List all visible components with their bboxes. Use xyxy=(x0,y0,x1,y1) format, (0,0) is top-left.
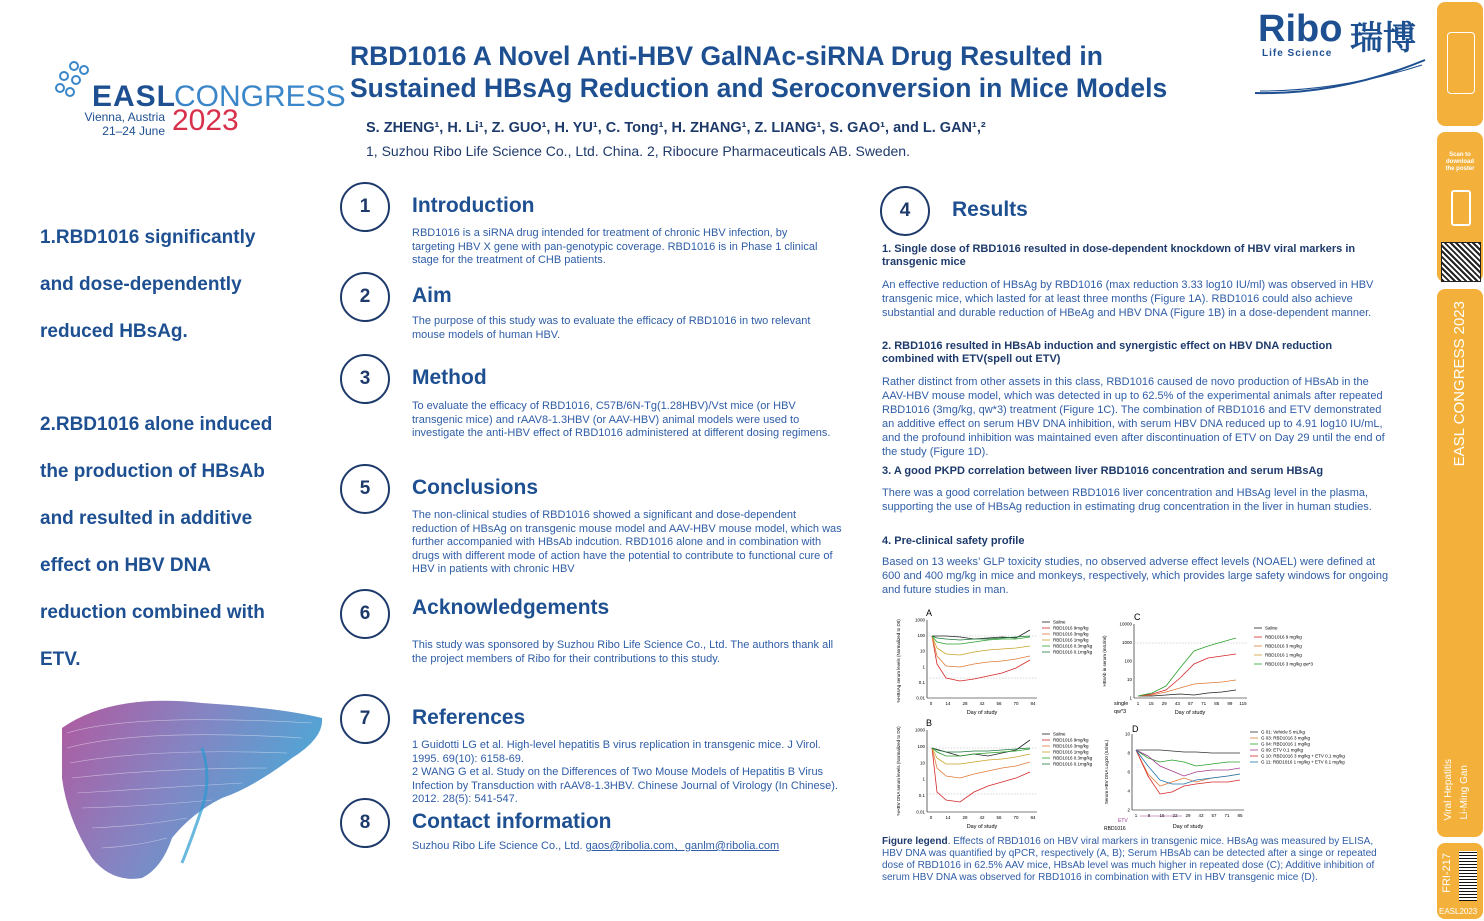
legend-entry: RBD1016 0.1mg/kg xyxy=(1053,761,1093,767)
tick-label-x: 84 xyxy=(1030,701,1036,706)
aim-title: Aim xyxy=(412,284,452,307)
section-number-results: 4 xyxy=(880,186,930,236)
easl-word: EASL xyxy=(92,80,177,113)
legend-entry: RBD1016 3mg/kg xyxy=(1053,631,1089,637)
legend-entry: RBD1016 9mg/kg xyxy=(1053,737,1089,743)
panel-d-ylabel: Serum HBV DNA Log10 (IU/mL) xyxy=(1104,739,1109,805)
tick-label-y: 4 xyxy=(1127,788,1130,794)
strip-easl-text: EASL CONGRESS 2023 xyxy=(1451,301,1468,467)
results-para-1: An effective reduction of HBsAg by RBD1016 (max reduction 3.33 log10 IU/ml) was observed in HBV transgenic mice, which lasted for at least three months (Figure 1A). RBD1016 could also achieve substantial and durable reduction of HBeAg and HBV DNA (Figure 1B) in a dose-dependent manner. xyxy=(882,279,1374,319)
refs-title: References xyxy=(412,706,526,729)
ack-body: This study was sponsored by Suzhou Ribo Life Science Co., Ltd. The authors thank all the project members of Ribo for their contributions to this study. xyxy=(412,639,834,665)
tick-label-x: 8 xyxy=(1147,813,1151,818)
strip-scan xyxy=(1437,132,1483,282)
tick-label-x: 14 xyxy=(945,701,951,706)
figure-legend-text: . Effects of RBD1016 on HBV viral markers in transgenic mice. HBsAg was measured by ELISA, HBV DNA was quantified by qPCR, respectively (A, B); Serum HBsAb can be detected after a singe or repeated dose of RBD1016 in 62.5% AAV mice, HBsAb level was much higher in repeated dose (C); Additive inhibition of serum HBV DNA was observed for RBD1016 in combination with ETV in HBV transgenic mice (D). xyxy=(882,836,1377,883)
contact-body xyxy=(412,840,842,854)
tick-label-x: 85 xyxy=(1214,701,1220,706)
panel-d-xlabel: Day of study xyxy=(1172,824,1204,830)
highlight-line: and dose-dependently xyxy=(40,274,242,295)
title-line-2: Sustained HBsAg Reduction and Seroconversion in Mice Models xyxy=(350,73,1168,103)
poster-title xyxy=(350,40,1280,104)
figure-legend-label: Figure legend xyxy=(882,836,948,847)
tick-label-x: 0 xyxy=(929,815,933,820)
tick-label-y: 100 xyxy=(917,633,925,639)
results-para-2: Rather distinct from other assets in this class, RBD1016 caused de novo production of HBsAb in the AAV-HBV mouse model, which was detected in up to 62.5% of the experimental animals after repeated RBD1016 (3mg/kg, qw*3) treatment (Figure 1C). The combination of RBD1016 and ETV demonstrated an additive effect on serum HBV DNA inhibition, with serum HBV DNA reduced up to 4.91 log10 IU/mL, and the profound inhibition was maintained even after discontinuation of ETV on Day 29 until the end of the study (Figure 1D). xyxy=(882,376,1385,458)
legend-entry: RBD1016 1mg/kg xyxy=(1053,637,1089,643)
legend-entry: Saline xyxy=(1053,619,1066,625)
contact-title: Contact information xyxy=(412,810,612,833)
panel-b-label: B xyxy=(926,718,933,728)
legend-entry: G 01: Vehicle 5 mL/kg xyxy=(1261,729,1306,735)
panel-c-single-label: single xyxy=(1114,701,1129,707)
strip-info xyxy=(1437,289,1483,837)
panel-a-xlabel: Day of study xyxy=(966,710,998,716)
section-number-method: 3 xyxy=(340,354,390,404)
congress-city: Vienna, Austria xyxy=(84,110,165,124)
scan-text: Scan to download the poster xyxy=(1445,152,1475,172)
congress-place xyxy=(75,110,165,138)
authors: S. ZHENG¹, H. Li¹, Z. GUO¹, H. YU¹, C. Tong¹, H. ZHANG¹, Z. LIANG¹, S. GAO¹, and L. GAN¹,² xyxy=(366,120,986,136)
panel-c-label: C xyxy=(1134,612,1141,622)
tick-label-x: 28 xyxy=(962,701,968,706)
ribo-logo-cn: 瑞博 xyxy=(1350,19,1416,56)
poster-code: FRI-217 xyxy=(1441,853,1453,893)
panel-d-rbd-label: RBD1016 xyxy=(1104,826,1126,832)
tick-label-y: 10 xyxy=(1126,677,1132,682)
legend-entry: RBD1016 0.1mg/kg xyxy=(1053,649,1093,655)
tick-label-x: 99 xyxy=(1227,701,1233,706)
tick-label-x: 56 xyxy=(996,701,1002,706)
tick-label-x: 43 xyxy=(1174,701,1180,706)
tick-label-y: 1000 xyxy=(914,617,925,623)
panel-c-series-qw3 xyxy=(1138,638,1236,696)
panel-d-label: D xyxy=(1132,724,1139,734)
section-number-contact: 8 xyxy=(340,798,390,848)
contact-emails-link[interactable]: gaos@ribolia.com、ganlm@ribolia.com xyxy=(585,840,780,852)
panel-d-series-g10 xyxy=(1136,750,1240,794)
tick-label-y: 100 xyxy=(917,743,925,749)
tick-label-x: 71 xyxy=(1224,813,1230,818)
method-title: Method xyxy=(412,366,487,389)
tick-label-x: 57 xyxy=(1187,701,1194,706)
intro-title: Introduction xyxy=(412,194,535,217)
legend-entry: G 03: RBD1016 3 mg/kg xyxy=(1261,735,1311,741)
ref-1: 1 Guidotti LG et al. High-level hepatitis B virus replication in transgenic mice. J Virol. 1995. 69(10): 6158-69. xyxy=(412,739,821,765)
section-number-ack: 6 xyxy=(340,589,390,639)
tick-label-x: 70 xyxy=(1013,701,1019,706)
panel-c-qw-label: qw*3 xyxy=(1114,709,1127,715)
panel-b-axes xyxy=(927,730,1037,812)
barcode-icon xyxy=(1459,851,1477,901)
panel-d-series-g11 xyxy=(1136,750,1240,784)
panel-d-series-g03 xyxy=(1136,750,1240,786)
legend-entry: RBD1016 3 mg/kg qw*3 xyxy=(1265,661,1314,667)
results-heading-1: 1. Single dose of RBD1016 resulted in dose-dependent knockdown of HBV viral markers in transgenic mice xyxy=(882,243,1356,268)
results-heading-4: 4. Pre-clinical safety profile xyxy=(882,535,1025,547)
highlight-line: effect on HBV DNA xyxy=(40,555,212,576)
tick-label-y: 100 xyxy=(1124,658,1132,664)
tick-label-y: 10 xyxy=(919,648,925,654)
tick-label-y: 10 xyxy=(1124,731,1130,737)
affiliations: 1, Suzhou Ribo Life Science Co., Ltd. China. 2, Ribocure Pharmaceuticals AB. Sweden. xyxy=(366,143,910,159)
panel-d-series-g01 xyxy=(1136,750,1240,753)
intro-body: RBD1016 is a siRNA drug intended for treatment of chronic HBV infection, by targeting HBV X gene with pan-genotypic coverage. RBD1016 is in Phase 1 clinical stage for the treatment of CHB patients. xyxy=(412,227,818,266)
figure-legend xyxy=(882,836,1394,884)
method-body: To evaluate the efficacy of RBD1016, C57B/6N-Tg(1.28HBV)/Vst mice (or HBV transgenic mice) and rAAV8-1.3HBV (or AAV-HBV) animal models were used to investigate the anti-HBV effect of RBD1016 administered at different dosing regimens. xyxy=(412,400,831,439)
legend-entry: RBD1016 3mg/kg xyxy=(1053,743,1089,749)
tick-label-y: 8 xyxy=(1127,750,1130,756)
panel-b-ylabel: %HBV DNA serum levels (Normalized to D0) xyxy=(896,726,901,816)
legend-entry: RBD1016 1mg/kg xyxy=(1053,749,1089,755)
results-heading-3: 3. A good PKPD correlation between liver RBD1016 concentration and serum HBsAg xyxy=(882,465,1324,477)
legend-entry: RBD1016 0.3mg/kg xyxy=(1053,755,1093,761)
highlight-line: 1.RBD1016 significantly xyxy=(40,227,256,248)
tick-label-x: 22 xyxy=(1172,813,1178,818)
easl-dots-icon xyxy=(52,58,96,102)
tick-label-y: 0.1 xyxy=(918,793,925,799)
tick-label-y: 10000 xyxy=(1119,621,1132,627)
panel-d-series-g04 xyxy=(1136,750,1240,766)
tick-label-x: 115 xyxy=(1239,701,1247,706)
tick-label-x: 29 xyxy=(1185,813,1191,818)
legend-entry: RBD1016 0.3mg/kg xyxy=(1053,643,1093,649)
figure-1 xyxy=(882,606,1394,834)
tick-label-y: 0.01 xyxy=(916,809,925,815)
panel-d-etv-label: ETV xyxy=(1118,818,1128,824)
tick-label-x: 1 xyxy=(1136,701,1140,706)
ribo-logo-sub: Life Science xyxy=(1262,48,1333,59)
section-number-conclusions: 5 xyxy=(340,464,390,514)
strip-topic: Viral Hepatitis xyxy=(1443,759,1454,821)
panel-a-series-9 xyxy=(932,636,1030,681)
results-para-4: Based on 13 weeks’ GLP toxicity studies, no observed adverse effect levels (NOAEL) were defined at 600 and 400 mg/kg in mice and monkeys, respectively, which provides large safety windows for ongoing and future studies in man. xyxy=(882,556,1389,596)
tick-label-x: 84 xyxy=(1030,815,1036,820)
tick-label-y: 6 xyxy=(1127,769,1130,775)
title-line-1: RBD1016 A Novel Anti-HBV GalNAc-siRNA Drug Resulted in xyxy=(350,41,1103,71)
conclusions-body: The non-clinical studies of RBD1016 showed a significant and dose-dependent reduction of HBsAg on transgenic mouse model and AAV-HBV mouse model, which was further accompanied with HBsAb indcution. RBD1016 alone and in combination with drugs with different mode of action have the potential to contribute to functional cure of HBV in patients with chronic HBV xyxy=(412,509,842,575)
highlight-line: reduction combined with xyxy=(40,602,265,623)
tick-label-x: 29 xyxy=(1161,701,1167,706)
tick-label-y: 1 xyxy=(922,776,925,782)
tick-label-y: 2 xyxy=(1127,807,1130,813)
ribo-logo-word: Ribo xyxy=(1258,8,1343,50)
conclusions-title: Conclusions xyxy=(412,476,539,499)
tick-label-x: 1 xyxy=(1134,813,1138,818)
tick-label-x: 42 xyxy=(979,815,985,820)
legend-entry: Saline xyxy=(1053,731,1066,737)
panel-a-series-saline xyxy=(932,630,1030,639)
results-title: Results xyxy=(952,198,1028,221)
ack-title: Acknowledgements xyxy=(412,596,610,619)
tick-label-x: 0 xyxy=(929,701,933,706)
tick-label-x: 15 xyxy=(1159,813,1165,818)
tick-label-x: 14 xyxy=(945,815,951,820)
tick-label-x: 42 xyxy=(979,701,985,706)
tick-label-y: 1000 xyxy=(1121,640,1132,645)
liver-illustration xyxy=(52,688,328,884)
panel-c-ylabel: HBsAb in serum (mIU/ml) xyxy=(1102,635,1107,687)
panel-c-axes xyxy=(1134,624,1247,698)
panel-a-axes xyxy=(927,620,1037,698)
panel-c-series-9 xyxy=(1138,654,1236,696)
poster-logo-icon xyxy=(1447,32,1475,94)
congress-year: 2023 xyxy=(172,104,239,137)
tick-label-x: 15 xyxy=(1148,701,1154,706)
ref-2: 2 WANG G et al. Study on the Differences of Two Mouse Models of Hepatitis B Virus Infection by Transduction with rAAV8-1.3HBV. Chinese Journal of Virology (In Chinese). 2012. 28(5): 541-547. xyxy=(412,766,838,805)
section-number-aim: 2 xyxy=(340,272,390,322)
highlight-line: and resulted in additive xyxy=(40,508,253,529)
legend-entry: G 09: ETV 0.1 mg/kg xyxy=(1261,747,1304,753)
aim-body: The purpose of this study was to evaluate the efficacy of RBD1016 in two relevant mouse models of human HBV. xyxy=(412,315,811,341)
strip-presenter: Li-Ming Gan xyxy=(1459,765,1470,820)
panel-d-axes xyxy=(1132,734,1244,810)
tick-label-x: 71 xyxy=(1201,701,1207,706)
panel-c-xlabel: Day of study xyxy=(1174,710,1206,716)
qr-code-icon[interactable] xyxy=(1441,242,1481,282)
ribo-swoosh-icon xyxy=(1250,55,1430,95)
section-number-refs: 7 xyxy=(340,694,390,744)
highlight-line: 2.RBD1016 alone induced xyxy=(40,414,273,435)
strip-code xyxy=(1437,843,1483,919)
tick-label-x: 57 xyxy=(1211,813,1217,818)
tick-label-x: 28 xyxy=(962,815,968,820)
legend-entry: RBD1016 3 mg/kg xyxy=(1265,643,1302,649)
tick-label-x: 85 xyxy=(1237,813,1243,818)
highlight-line: reduced HBsAg. xyxy=(40,321,188,342)
legend-entry: Saline xyxy=(1265,625,1278,631)
tick-label-y: 0.01 xyxy=(916,695,925,701)
tick-label-x: 43 xyxy=(1198,813,1204,818)
tick-label-y: 1 xyxy=(1129,695,1132,701)
panel-a-label: A xyxy=(926,608,933,618)
tick-label-y: 0.1 xyxy=(918,679,925,685)
legend-entry: G 11: RBD1016 1 mg/kg + ETV 0.1 mg/kg xyxy=(1261,759,1345,765)
legend-entry: RBD1016 9mg/kg xyxy=(1053,625,1089,631)
strip-poster-logo xyxy=(1437,2,1483,126)
legend-entry: G 04: RBD1016 1 mg/kg xyxy=(1261,741,1311,747)
results-heading-2: 2. RBD1016 resulted in HBsAb induction and synergistic effect on HBV DNA reduction combined with ETV(spell out ETV) xyxy=(882,340,1333,365)
legend-entry: RBD1016 9 mg/kg xyxy=(1265,634,1302,640)
panel-a-ylabel: %HBsAg serum levels (Normalized to D0) xyxy=(896,619,901,703)
congress-word: CONGRESS xyxy=(174,80,346,113)
tick-label-x: 70 xyxy=(1013,815,1019,820)
tick-label-x: 56 xyxy=(996,815,1002,820)
legend-entry: RBD1016 1 mg/kg xyxy=(1265,652,1302,658)
highlight-line: the production of HBsAb xyxy=(40,461,265,482)
strip-footer: EASL2023 xyxy=(1439,907,1478,916)
highlight-line: ETV. xyxy=(40,649,81,670)
tick-label-y: 1 xyxy=(922,664,925,670)
panel-b-xlabel: Day of study xyxy=(966,824,998,830)
section-number-intro: 1 xyxy=(340,182,390,232)
phone-icon xyxy=(1451,190,1471,226)
results-para-3: There was a good correlation between RBD1016 liver concentration and HBsAg level in the plasma, supporting the use of HBsAg reduction in estimating drug concentration in the liver in human studies. xyxy=(882,487,1372,513)
tick-label-y: 1000 xyxy=(914,727,925,733)
legend-entry: G 10: RBD1016 3 mg/kg + ETV 0.1 mg/kg xyxy=(1261,753,1345,759)
contact-company: Suzhou Ribo Life Science Co., Ltd. xyxy=(412,840,586,852)
congress-dates: 21–24 June xyxy=(102,124,165,138)
tick-label-y: 10 xyxy=(919,760,925,766)
